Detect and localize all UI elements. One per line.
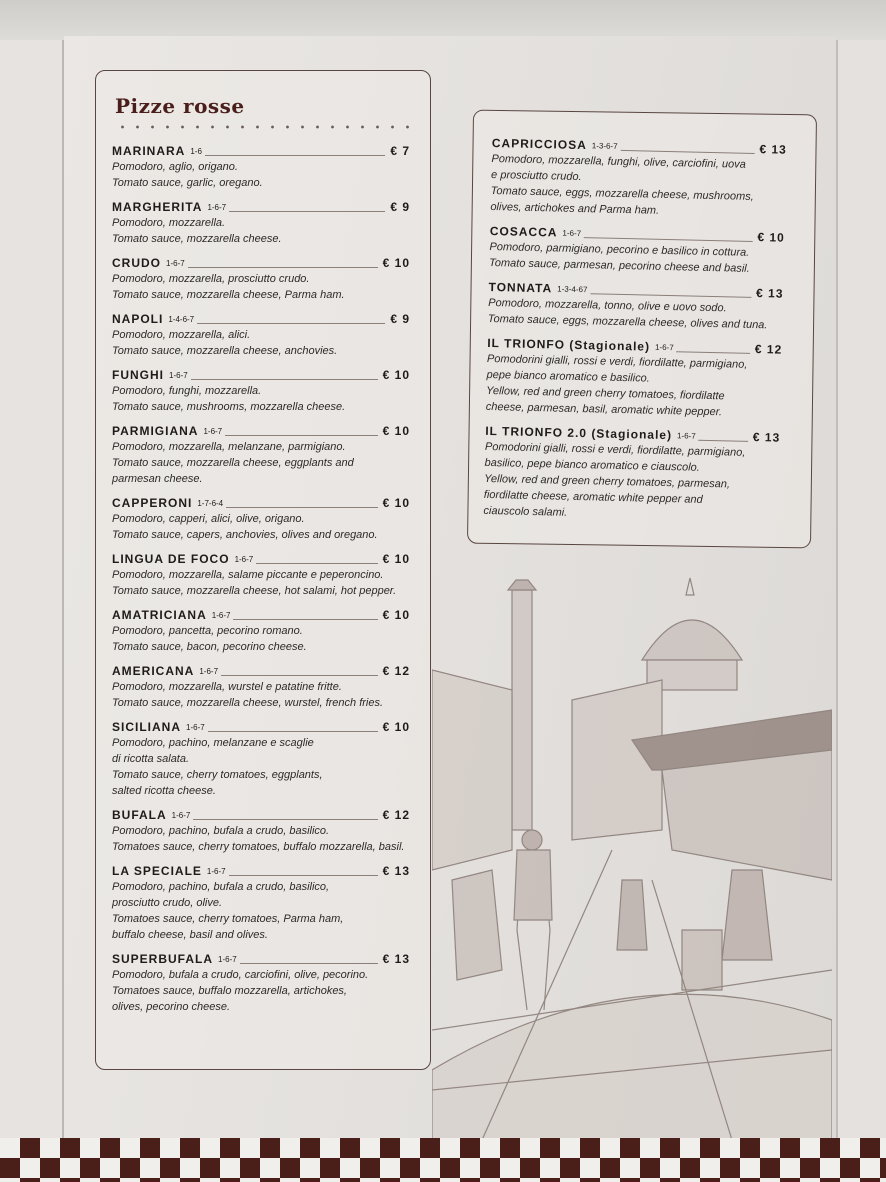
menu-item-header: [112, 864, 410, 879]
description-line: salted ricotta cheese.: [112, 785, 216, 797]
price: € 13: [382, 952, 410, 966]
description-line: di ricotta salata.: [112, 753, 190, 765]
description-line: Pomodoro, mozzarella, tonno, olive e uovo sodo.: [488, 296, 727, 315]
allergen-codes: 1-6-7: [562, 228, 582, 239]
allergen-codes: 1-4-6-7: [168, 315, 195, 324]
pizza-name: SUPERBUFALA: [112, 952, 214, 966]
price: € 10: [382, 720, 410, 734]
description-line: cheese, parmesan, basil, aromatic white pepper.: [485, 400, 723, 419]
leader-line: [229, 875, 378, 876]
pizza-name: IL TRIONFO 2.0 (Stagionale): [485, 423, 673, 443]
pizza-name: LA SPECIALE: [112, 864, 202, 878]
menu-item: [112, 424, 410, 487]
menu-item-header: [112, 256, 410, 271]
description-line: Pomodoro, pachino, bufala a crudo, basilico,: [112, 881, 330, 893]
dotted-divider: [115, 124, 410, 130]
price: € 7: [390, 144, 410, 158]
pizza-name: PARMIGIANA: [112, 424, 199, 438]
description-line: Pomodoro, mozzarella, funghi, olive, carciofini, uova: [491, 152, 746, 171]
pizza-name: COSACCA: [489, 223, 558, 240]
leader-line: [699, 440, 748, 442]
description-line: Tomato sauce, eggs, mozzarella cheese, mushrooms,: [490, 184, 754, 203]
menu-item-header: [112, 368, 410, 383]
description-line: Tomato sauce, cherry tomatoes, eggplants,: [112, 769, 323, 781]
price: € 13: [382, 864, 410, 878]
description-line: Pomodoro, mozzarella, prosciutto crudo.: [112, 273, 310, 285]
menu-item: [112, 200, 410, 247]
menu-item-header: [112, 144, 410, 159]
price: € 13: [755, 286, 784, 301]
menu-item-header: [112, 552, 410, 567]
description-line: ciauscolo salami.: [483, 504, 568, 519]
allergen-codes: 1-6-7: [199, 667, 219, 676]
leader-line: [205, 155, 385, 156]
pizza-name: CRUDO: [112, 256, 161, 270]
leader-line: [225, 435, 378, 436]
price: € 12: [382, 664, 410, 678]
price: € 9: [390, 312, 410, 326]
allergen-codes: 1-6-7: [218, 955, 237, 964]
description-line: Yellow, red and green cherry tomatoes, parmesan,: [484, 472, 731, 491]
pizza-name: LINGUA DE FOCO: [112, 552, 230, 566]
adjacent-page-right: [836, 40, 886, 1140]
menu-item: [112, 312, 410, 359]
description-line: Pomodoro, parmigiano, pecorino e basilico in cottura.: [489, 240, 750, 259]
pizza-name: CAPRICCIOSA: [491, 136, 587, 153]
menu-item: [112, 664, 410, 711]
pizza-name: AMERICANA: [112, 664, 195, 678]
menu-item: [112, 256, 410, 303]
pizza-name: IL TRIONFO (Stagionale): [487, 335, 651, 354]
price: € 10: [382, 256, 410, 270]
pizza-name: MARGHERITA: [112, 200, 203, 214]
price: € 10: [382, 496, 410, 510]
leader-line: [188, 267, 378, 268]
menu-item: [486, 336, 783, 422]
description-line: Tomato sauce, garlic, oregano.: [112, 177, 263, 189]
menu-item: [112, 368, 410, 415]
menu-item-header: [112, 952, 410, 967]
description-line: pepe bianco aromatico e basilico.: [486, 368, 650, 385]
pizza-name: SICILIANA: [112, 720, 181, 734]
menu-item: [112, 496, 410, 543]
description-line: Tomato sauce, mozzarella cheese.: [112, 233, 282, 245]
menu-item: [490, 136, 787, 222]
price: € 9: [390, 200, 410, 214]
price: € 10: [382, 368, 410, 382]
description-line: Pomodoro, pachino, bufala a crudo, basilico.: [112, 825, 330, 837]
price: € 13: [752, 429, 781, 445]
pizza-name: FUNGHI: [112, 368, 164, 382]
allergen-codes: 1-7-6-4: [197, 499, 224, 508]
leader-line: [240, 963, 378, 964]
leader-line: [221, 675, 378, 676]
description-line: Pomodoro, pachino, melanzane e scaglie: [112, 737, 314, 749]
description-line: Tomato sauce, capers, anchovies, olives and oregano.: [112, 529, 378, 541]
pizza-name: NAPOLI: [112, 312, 164, 326]
description-line: Tomatoes sauce, buffalo mozzarella, artichokes,: [112, 985, 347, 997]
leader-line: [193, 819, 377, 820]
allergen-codes: 1-3-4-67: [557, 284, 588, 295]
background-top: [0, 0, 886, 40]
menu-item: [112, 808, 410, 855]
description-line: Tomato sauce, mozzarella cheese, hot salami, hot pepper.: [112, 585, 397, 597]
description-line: Pomodorini gialli, rossi e verdi, fiordilatte, parmigiano,: [484, 440, 746, 459]
price: € 10: [382, 552, 410, 566]
description-line: Pomodorini gialli, rossi e verdi, fiordilatte, parmigiano,: [486, 352, 748, 371]
pizza-name: AMATRICIANA: [112, 608, 207, 622]
description-line: Pomodoro, capperi, alici, olive, origano.: [112, 513, 305, 525]
description-line: Tomato sauce, mozzarella cheese, eggplants and: [112, 457, 354, 469]
allergen-codes: 1-6-7: [654, 342, 674, 353]
description-line: Pomodoro, mozzarella, wurstel e patatine fritte.: [112, 681, 342, 693]
menu-item-header: [112, 200, 410, 215]
allergen-codes: 1-6-7: [203, 427, 223, 436]
description-line: Pomodoro, funghi, mozzarella.: [112, 385, 262, 397]
allergen-codes: 1-6-7: [206, 867, 226, 876]
allergen-codes: 1-6-7: [186, 723, 205, 732]
description-line: Pomodoro, mozzarella, alici.: [112, 329, 251, 341]
description-line: Tomato sauce, mozzarella cheese, wurstel, french fries.: [112, 697, 384, 709]
leader-line: [197, 323, 385, 324]
pizza-name: CAPPERONI: [112, 496, 193, 510]
description-line: Pomodoro, pancetta, pecorino romano.: [112, 625, 303, 637]
allergen-codes: 1-6-7: [166, 259, 185, 268]
allergen-codes: 1-6-7: [676, 431, 696, 441]
leader-line: [256, 563, 377, 564]
pizza-name: BUFALA: [112, 808, 167, 822]
description-line: Pomodoro, aglio, origano.: [112, 161, 238, 173]
description-line: Yellow, red and green cherry tomatoes, fiordilatte: [486, 384, 725, 403]
allergen-codes: 1-3-6-7: [591, 141, 618, 151]
menu-item: [489, 224, 785, 278]
allergen-codes: 1-6-7: [169, 371, 188, 380]
allergen-codes: 1-6-7: [171, 811, 191, 820]
description-line: Tomato sauce, mushrooms, mozzarella cheese.: [112, 401, 346, 413]
price: € 10: [382, 608, 410, 622]
description-line: Tomatoes sauce, cherry tomatoes, Parma ham,: [112, 913, 344, 925]
description-line: olives, pecorino cheese.: [112, 1001, 231, 1013]
menu-item: [112, 952, 410, 1015]
pizza-name: TONNATA: [488, 279, 553, 296]
leader-line: [229, 211, 385, 212]
menu-item-header: [112, 312, 410, 327]
menu-item: [112, 608, 410, 655]
menu-item-header: [112, 608, 410, 623]
section-title: Pizze rosse: [115, 94, 245, 118]
description-line: basilico, pepe bianco aromatico e ciauscolo.: [484, 456, 700, 474]
menu-item-header: [112, 496, 410, 511]
description-line: Pomodoro, mozzarella.: [112, 217, 226, 229]
allergen-codes: 1-6: [190, 147, 202, 156]
leader-line: [226, 507, 378, 508]
description-line: Pomodoro, mozzarella, salame piccante e peperoncino.: [112, 569, 384, 581]
description-line: Tomato sauce, parmesan, pecorino cheese and basil.: [488, 256, 750, 275]
menu-item: [483, 424, 780, 526]
description-line: prosciutto crudo, olive.: [112, 897, 223, 909]
description-line: buffalo cheese, basil and olives.: [112, 929, 268, 941]
allergen-codes: 1-6-7: [234, 555, 254, 564]
menu-item-header: [112, 424, 410, 439]
pizza-name: MARINARA: [112, 144, 186, 158]
menu-item: [112, 720, 410, 799]
description-line: Pomodoro, mozzarella, melanzane, parmigiano.: [112, 441, 346, 453]
leader-line: [233, 619, 377, 620]
description-line: olives, artichokes and Parma ham.: [490, 200, 660, 217]
menu-item: [112, 864, 410, 943]
leader-line: [677, 351, 750, 354]
description-line: Tomato sauce, bacon, pecorino cheese.: [112, 641, 307, 653]
menu-item: [488, 280, 784, 334]
price: € 12: [754, 342, 783, 357]
leader-line: [191, 379, 378, 380]
leader-line: [621, 150, 755, 154]
menu-item: [112, 552, 410, 599]
pizza-list-left: [112, 144, 410, 1024]
leader-line: [208, 731, 378, 732]
menu-item-header: [112, 664, 410, 679]
description-line: Tomato sauce, mozzarella cheese, anchovies.: [112, 345, 338, 357]
allergen-codes: 1-6-7: [211, 611, 231, 620]
description-line: Tomato sauce, mozzarella cheese, Parma ham.: [112, 289, 345, 301]
description-line: Tomatoes sauce, cherry tomatoes, buffalo mozzarella, basil.: [112, 841, 405, 853]
description-line: e prosciutto crudo.: [490, 168, 582, 184]
price: € 10: [382, 424, 410, 438]
pizza-list-right: [483, 136, 787, 535]
description-line: Tomato sauce, eggs, mozzarella cheese, olives and tuna.: [487, 312, 768, 332]
checkered-border: [0, 1138, 886, 1182]
price: € 13: [759, 142, 787, 157]
description-line: Pomodoro, bufala a crudo, carciofini, olive, pecorino.: [112, 969, 369, 981]
description-line: parmesan cheese.: [112, 473, 203, 485]
allergen-codes: 1-6-7: [207, 203, 227, 212]
menu-item-header: [112, 808, 410, 823]
adjacent-page-left: [0, 40, 64, 1140]
description-line: fiordilatte cheese, aromatic white pepper and: [483, 488, 703, 506]
menu-item: [112, 144, 410, 191]
menu-item-header: [112, 720, 410, 735]
price: € 10: [757, 230, 785, 245]
price: € 12: [382, 808, 410, 822]
rome-street-illustration: [432, 550, 832, 1140]
